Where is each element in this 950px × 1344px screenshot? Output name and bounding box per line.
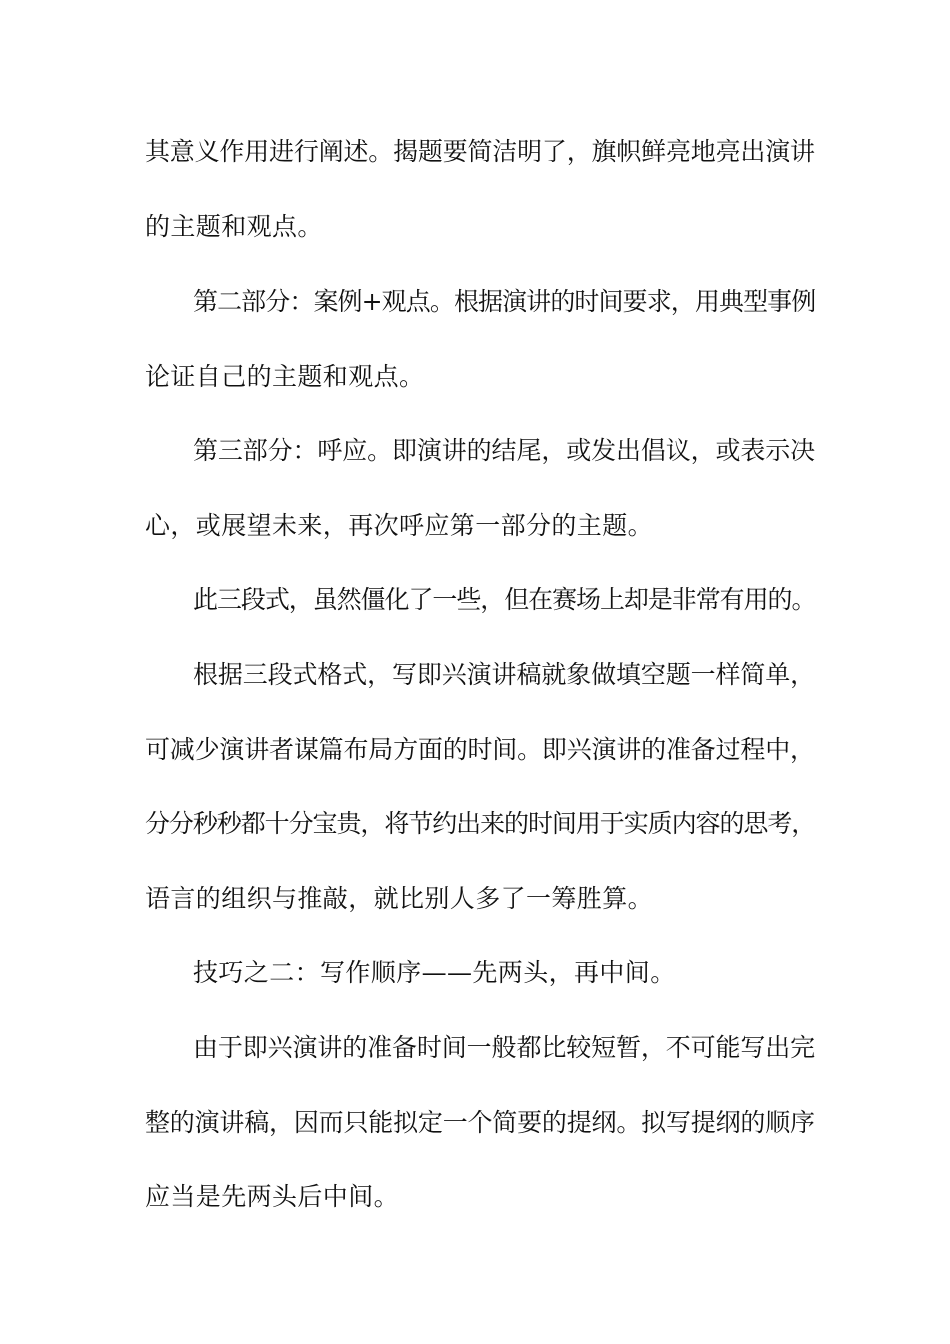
section-heading-line: 技巧之二：写作顺序——先两头，再中间。	[193, 958, 676, 987]
text-line: 的主题和观点。	[145, 212, 323, 241]
text-line: 整的演讲稿，因而只能拟定一个简要的提纲。拟写提纲的顺序	[145, 1108, 815, 1137]
text-line: 语言的组织与推敲，就比别人多了一筹胜算。	[145, 884, 654, 913]
text-line: 其意义作用进行阐述。揭题要简洁明了，旗帜鲜亮地亮出演讲	[145, 137, 815, 166]
paragraph-start-line: 第三部分：呼应。即演讲的结尾，或发出倡议，或表示决	[193, 436, 816, 465]
paragraph-start-line: 第二部分：案例+观点。根据演讲的时间要求，用典型事例	[193, 287, 816, 316]
text-line: 可减少演讲者谋篇布局方面的时间。即兴演讲的准备过程中，	[145, 735, 815, 764]
paragraph-start-line: 此三段式，虽然僵化了一些，但在赛场上却是非常有用的。	[193, 585, 816, 614]
paragraph-start-line: 根据三段式格式，写即兴演讲稿就象做填空题一样简单，	[193, 660, 816, 689]
text-line: 应当是先两头后中间。	[145, 1182, 400, 1211]
text-line: 分分秒秒都十分宝贵，将节约出来的时间用于实质内容的思考，	[145, 809, 816, 838]
text-line: 论证自己的主题和观点。	[145, 362, 425, 391]
paragraph-start-line: 由于即兴演讲的准备时间一般都比较短暂，不可能写出完	[193, 1033, 816, 1062]
text-line: 心，或展望未来，再次呼应第一部分的主题。	[145, 511, 654, 540]
